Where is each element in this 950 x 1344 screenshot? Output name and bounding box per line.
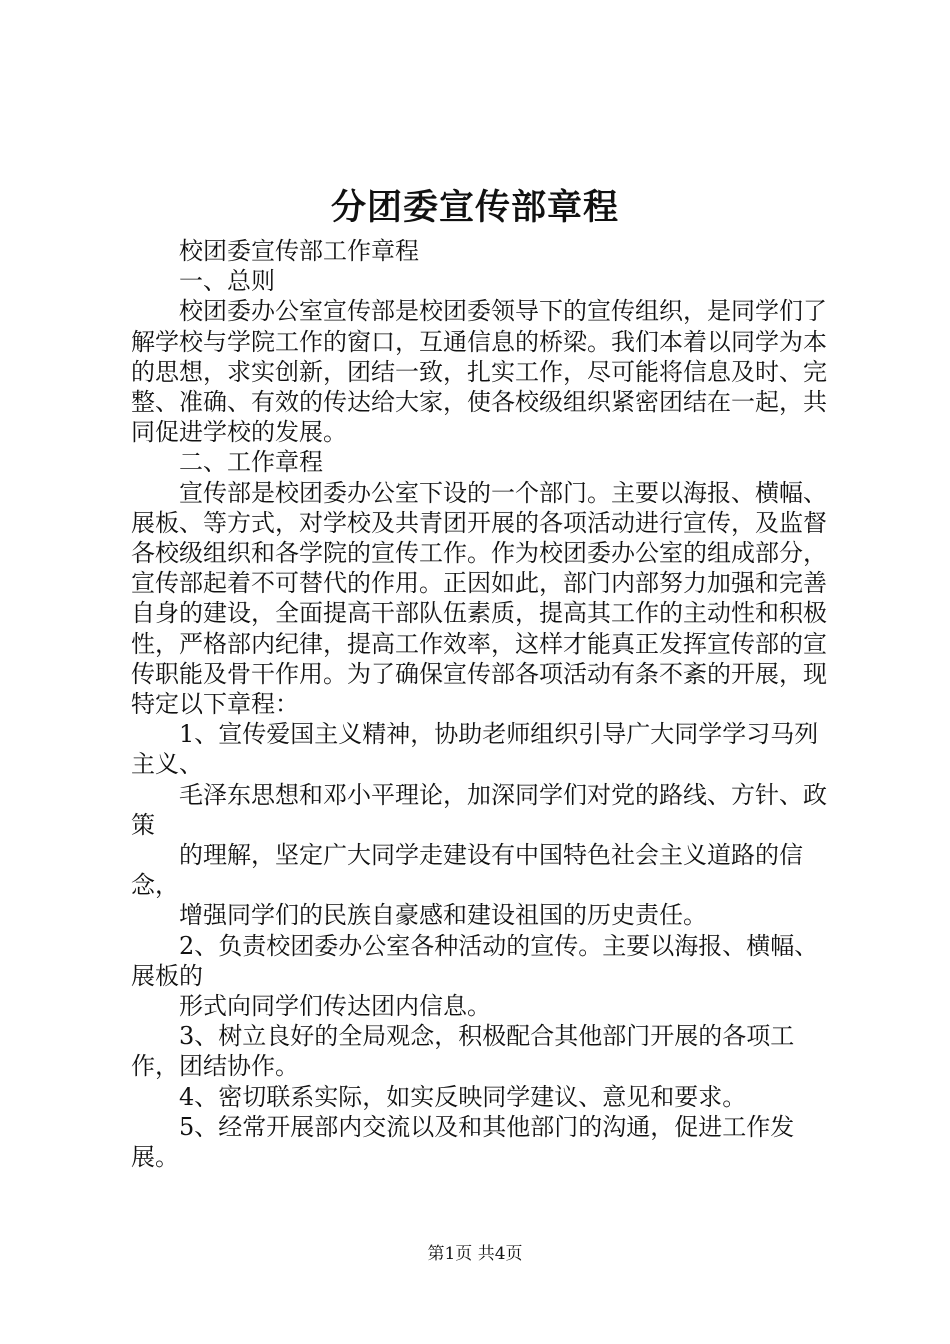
body-paragraph: 宣传部是校团委办公室下设的一个部门。主要以海报、横幅、展板、等方式，对学校及共青团开展的各项活动进行宣传，及监督各校级组织和各学院的宣传工作。作为校团委办公室的组成部分，宣传部起着不可替代的作用。正因如此，部门内部努力加强和完善自身的建设，全面提高干部队伍素质，提高其工作的主动性和积极性，严格部内纪律，提高工作效率，这样才能真正发挥宣传部的宣传职能及骨干作用。为了确保宣传部各项活动有条不紊的开展，现特定以下章程： [131,478,827,719]
list-item: 3、树立良好的全局观念，积极配合其他部门开展的各项工作，团结协作。 [131,1022,795,1081]
subtitle-paragraph: 校团委宣传部工作章程 [179,237,419,265]
list-item-continuation: 形式向同学们传达团内信息。 [179,992,491,1021]
list-item-continuation: 增强同学们的民族自豪感和建设祖国的历史责任。 [179,901,707,930]
page-number-footer: 第1页 共4页 [427,1244,523,1264]
body-paragraph: 校团委办公室宣传部是校团委领导下的宣传组织，是同学们了解学校与学院工作的窗口，互通信息的桥梁。我们本着以同学为本的思想，求实创新，团结一致，扎实工作，尽可能将信息及时、完整、准确、有效的传达给大家，使各校级组织紧密团结在一起，共同促进学校的发展。 [131,297,827,447]
section-heading-rules: 二、工作章程 [179,448,323,477]
list-item-continuation: 毛泽东思想和邓小平理论，加深同学们对党的路线、方针、政策 [131,780,827,839]
list-item: 5、经常开展部内交流以及和其他部门的沟通，促进工作发展。 [131,1112,795,1172]
list-item: 1、宣传爱国主义精神，协助老师组织引导广大同学学习马列主义、 [131,720,819,779]
document-title: 分团委宣传部章程 [330,187,619,228]
document-body [131,236,836,1172]
list-item: 4、密切联系实际，如实反映同学建议、意见和要求。 [179,1082,747,1111]
list-item: 2、负责校团委办公室各种活动的宣传。主要以海报、横幅、展板的 [131,931,819,990]
list-item-continuation: 的理解，坚定广大同学走建设有中国特色社会主义道路的信念， [131,841,803,900]
section-heading-general: 一、总则 [179,267,275,296]
